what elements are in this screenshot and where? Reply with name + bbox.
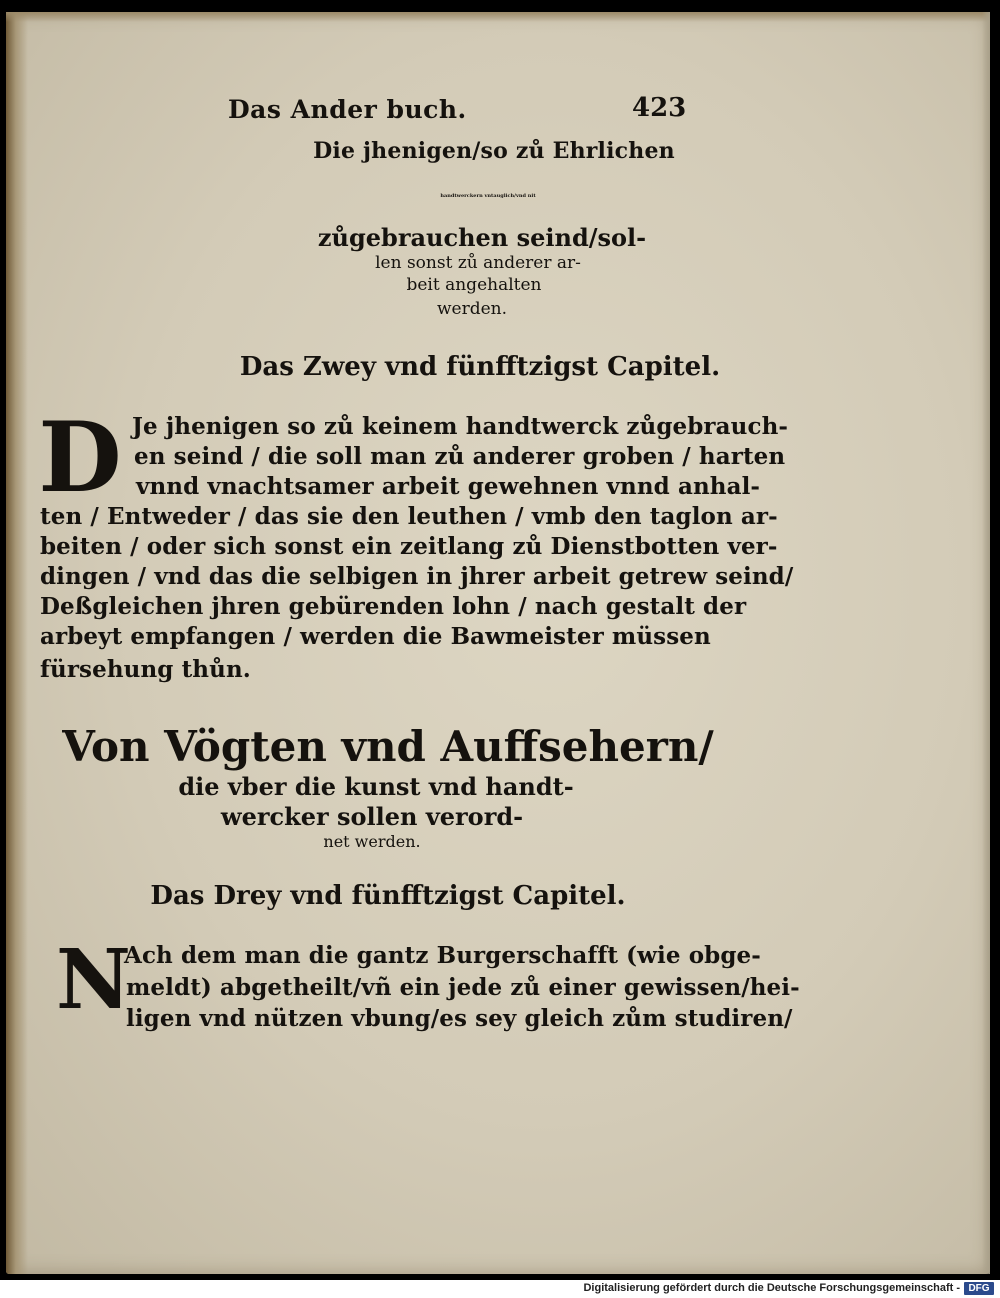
- body-text-line: vnnd vnachtsamer arbeit gewehnen vnnd anhal-: [136, 473, 761, 500]
- body-text-line: ligen vnd nützen vbung/es sey gleich zům studiren/: [126, 1005, 793, 1032]
- section2-title-line: die vber die kunst vnd handt-: [178, 772, 574, 801]
- body-text-line: dingen / vnd das die selbigen in jhrer arbeit getrew seind/: [40, 563, 794, 590]
- page-edge-left: [6, 12, 28, 1274]
- section2-title-line: wercker sollen verord-: [220, 802, 524, 831]
- section1-title-line: werden.: [436, 299, 508, 319]
- body-text-line: en seind / die soll man zů anderer groben / harten: [134, 443, 786, 470]
- funding-notice: Digitalisierung gefördert durch die Deutsche Forschungsgemeinschaft -: [583, 1282, 960, 1294]
- body-text-line: beiten / oder sich sonst ein zeitlang zů Dienstbotten ver-: [40, 533, 778, 560]
- page-edge-right: [982, 12, 990, 1274]
- chapter-heading-53: Das Drey vnd fünfftzigst Capitel.: [150, 881, 626, 911]
- page-edge-top: [6, 12, 990, 22]
- body-text-line: fürsehung thůn.: [40, 656, 251, 683]
- drop-cap-initial: D: [38, 401, 122, 514]
- section1-title-line: zůgebrauchen seind/sol-: [317, 223, 647, 252]
- body-text-line: Je jhenigen so zů keinem handtwerck zůgebrauch-: [132, 413, 789, 440]
- page-number: 423: [632, 93, 687, 123]
- chapter-heading-52: Das Zwey vnd fünfftzigst Capitel.: [239, 352, 721, 382]
- body-text-line: Deßgleichen jhren gebürenden lohn / nach gestalt der: [40, 593, 747, 620]
- running-head: Das Ander buch.: [228, 95, 467, 124]
- section1-title-line: Die jhenigen/so zů Ehrlichen: [313, 138, 675, 164]
- body-text-line: meldt) abgetheilt/vñ ein jede zů einer gewissen/hei-: [126, 974, 800, 1001]
- section2-title-line: net werden.: [323, 832, 421, 851]
- body-text-line: arbeyt empfangen / werden die Bawmeister müssen: [40, 623, 711, 650]
- section1-title-line: len sonst zů anderer ar-: [375, 253, 581, 273]
- digitization-footer: [0, 1280, 1000, 1298]
- section1-title-line: beit angehalten: [406, 275, 542, 295]
- drop-cap-initial: N: [56, 932, 131, 1028]
- body-text-line: Ach dem man die gantz Burgerschafft (wie obge-: [124, 942, 761, 969]
- section2-title-line: Von Vögten vnd Auffsehern/: [62, 722, 714, 771]
- body-text-line: ten / Entweder / das sie den leuthen / vmb den taglon ar-: [40, 503, 778, 530]
- section1-title-line: handtwerckern vntauglich/vnd nit: [440, 193, 536, 199]
- dfg-logo[interactable]: DFG: [964, 1282, 994, 1295]
